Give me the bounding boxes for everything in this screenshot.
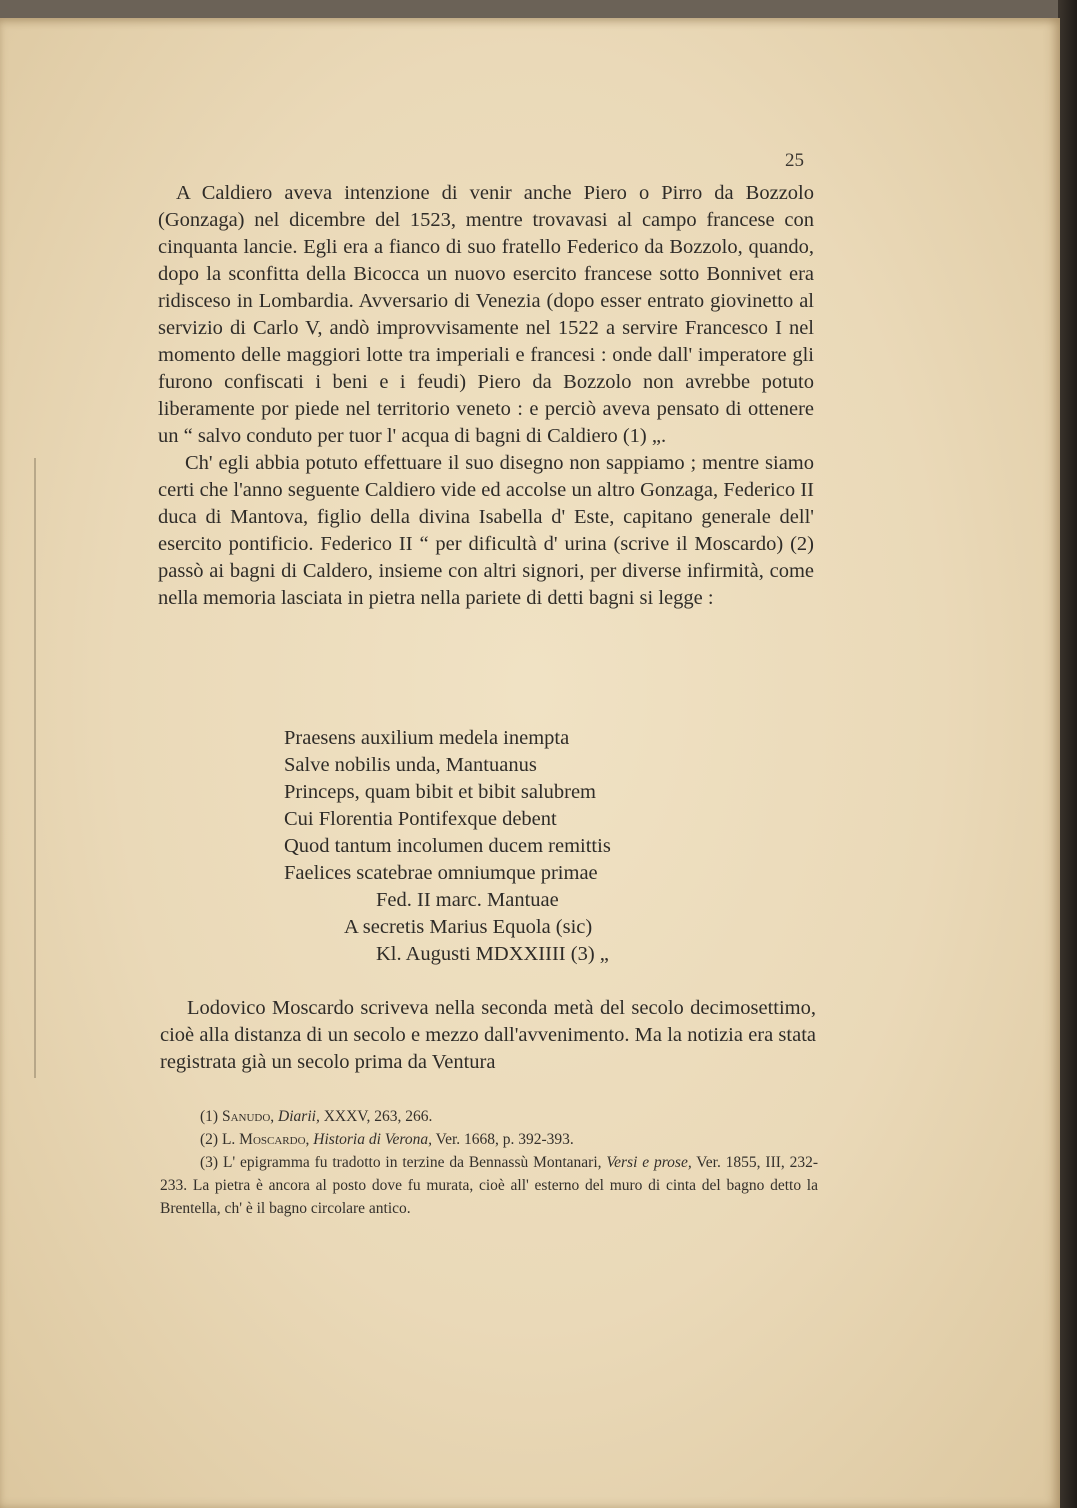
footnote-rest: Ver. 1855, III, 232-233. La pietra è ancora al posto dove fu murata, cioè all' esterno del muro di cinta del bagno detto la Brentella, ch' è il bagno circolare antico. (160, 1154, 819, 1217)
main-text (158, 180, 814, 612)
footnote-text: L' epigramma fu tradotto in terzine da Bennassù Montanari, (222, 1154, 602, 1171)
verse-line: Fed. II marc. Mantuae (376, 889, 559, 911)
verse-line: Quod tantum incolumen ducem remittis (284, 835, 611, 857)
verse-line: Faelices scatebrae omniumque primae (284, 862, 598, 884)
paragraph-1: A Caldiero aveva intenzione di venir anche Piero o Pirro da Bozzolo (Gonzaga) nel dicembre del 1523, mentre trovavasi al campo francese con cinquanta lancie. Egli era a fianco di suo fratello Federico da Bozzolo, quando, dopo la sconfitta della Bicocca un nuovo esercito francese sotto Bonnivet era ridisceso in Lombardia. Avversario di Venezia (dopo esser entrato giovinetto al servizio di Carlo V, andò improvvisamente nel 1522 a servire Francesco I nel momento delle maggiori lotte tra imperiali e francesi : onde dall' imperatore gli furono confiscati i beni e i feudi) Piero da Bozzolo non avrebbe potuto liberamente por piede nel territorio veneto : e perciò aveva pensato di ottenere un “ salvo conduto per tuor l' acqua di bagni di Caldiero (1) „. (158, 182, 814, 447)
verse-line: Kl. Augusti MDXXIIII (3) „ (376, 943, 609, 965)
paragraph-3: Lodovico Moscardo scriveva nella seconda metà del secolo decimosettimo, cioè alla distanza di un secolo e mezzo dall'avvenimento. Ma la notizia era stata registrata già un secolo prima da Ventura (160, 997, 816, 1073)
verse-line: Cui Florentia Pontifexque debent (284, 808, 557, 830)
footnote-1 (160, 1105, 818, 1128)
footnote-number: (3) (200, 1154, 219, 1171)
verse-line: Salve nobilis unda, Mantuanus (284, 754, 537, 776)
verse-line: A secretis Marius Equola (sic) (344, 916, 593, 938)
footnote-author: Sanudo, (221, 1108, 275, 1125)
footnote-number: (1) (200, 1108, 219, 1125)
footnote-rest: XXXV, 263, 266. (323, 1108, 433, 1125)
footnote-number: (2) (200, 1131, 219, 1148)
book-edge (1058, 0, 1077, 1508)
footnote-title: Versi e prose, (606, 1154, 692, 1171)
verse-line: Praesens auxilium medela inempta (284, 727, 570, 749)
gutter-line (34, 458, 36, 1078)
footnote-rest: Ver. 1668, p. 392-393. (435, 1131, 574, 1148)
footnote-3 (160, 1151, 818, 1220)
footnote-title: Diarii, (278, 1108, 320, 1125)
footnote-2 (160, 1128, 818, 1151)
paragraph-2: Ch' egli abbia potuto effettuare il suo disegno non sappiamo ; mentre siamo certi che l'anno seguente Caldiero vide ed accolse un altro Gonzaga, Federico II duca di Mantova, figlio della divina Isabella d' Este, capitano generale dell' esercito pontificio. Federico II “ per dificultà d' urina (scrive il Moscardo) (2) passò ai bagni di Caldero, insieme con altri signori, per diverse infirmità, come nella memoria lasciata in pietra nella pariete di detti bagni si legge : (158, 452, 814, 609)
page-number: 25 (785, 150, 804, 171)
footnote-author: L. Moscardo, (221, 1131, 310, 1148)
verse-line: Princeps, quam bibit et bibit salubrem (284, 781, 597, 803)
footnotes (160, 1105, 818, 1220)
footnote-title: Historia di Verona, (313, 1131, 432, 1148)
inscription-verse (284, 725, 611, 968)
